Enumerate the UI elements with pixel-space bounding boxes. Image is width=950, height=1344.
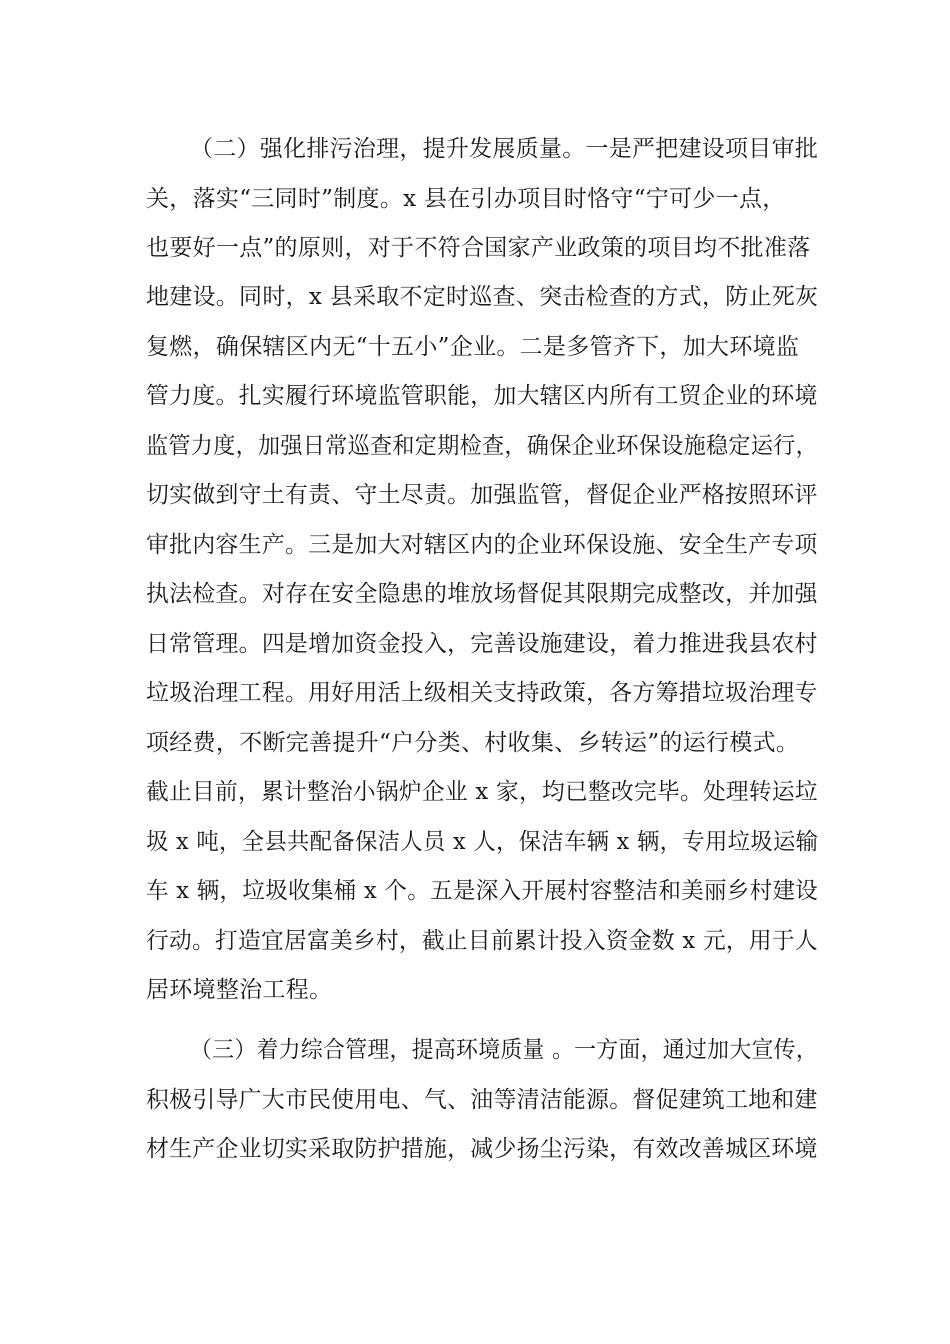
paragraph-line: 日常管理。四是增加资金投入，完善设施建设，着力推进我县农村 — [146, 631, 818, 657]
paragraph-line: 地建设。同时，x 县采取不定时巡查、突击检查的方式，防止死灰 — [146, 284, 819, 310]
paragraph-line: 垃圾治理工程。用好用活上级相关支持政策，各方筹措垃圾治理专 — [146, 680, 818, 706]
paragraph-line: 复燃，确保辖区内无“十五小”企业。二是多管齐下，加大环境监 — [146, 334, 800, 360]
paragraph-line: 管力度。扎实履行环境监管职能，加大辖区内所有工贸企业的环境 — [146, 383, 818, 409]
paragraph-line: 项经费，不断完善提升“户分类、村收集、乡转运”的运行模式。 — [146, 730, 800, 756]
paragraph-first-line: （二）强化排污治理，提升发展质量。一是严把建设项目审批 — [190, 136, 819, 162]
paragraph-line: 也要好一点”的原则，对于不符合国家产业政策的项目均不批准落 — [146, 235, 811, 261]
paragraph-line: 行动。打造宜居富美乡村，截止目前累计投入资金数 x 元，用于人 — [146, 928, 818, 954]
paragraph-first-line: （三）着力综合管理，提高环境质量 。一方面，通过加大宣传， — [190, 1037, 819, 1063]
paragraph-line: 车 x 辆，垃圾收集桶 x 个。五是深入开展村容整洁和美丽乡村建设 — [146, 878, 819, 904]
paragraph-line: 关，落实“三同时”制度。x 县在引办项目时恪守“宁可少一点， — [146, 186, 786, 212]
paragraph-line: 积极引导广大市民使用电、气、油等清洁能源。督促建筑工地和建 — [146, 1087, 818, 1113]
paragraph-line: 审批内容生产。三是加大对辖区内的企业环保设施、安全生产专项 — [146, 532, 818, 558]
paragraph-line: 圾 x 吨，全县共配备保洁人员 x 人，保洁车辆 x 辆，专用垃圾运输 — [146, 829, 819, 855]
paragraph-line: 截止目前，累计整治小锅炉企业 x 家，均已整改完毕。处理转运垃 — [146, 779, 818, 805]
paragraph-line: 切实做到守土有责、守土尽责。加强监管，督促企业严格按照环评 — [146, 482, 818, 508]
paragraph-line: 材生产企业切实采取防护措施，减少扬尘污染，有效改善城区环境 — [146, 1136, 818, 1162]
paragraph-line: 执法检查。对存在安全隐患的堆放场督促其限期完成整改，并加强 — [146, 581, 818, 607]
paragraph-line: 居环境整治工程。 — [146, 977, 333, 1003]
paragraph-line: 监管力度，加强日常巡查和定期检查，确保企业环保设施稳定运行， — [146, 433, 819, 459]
